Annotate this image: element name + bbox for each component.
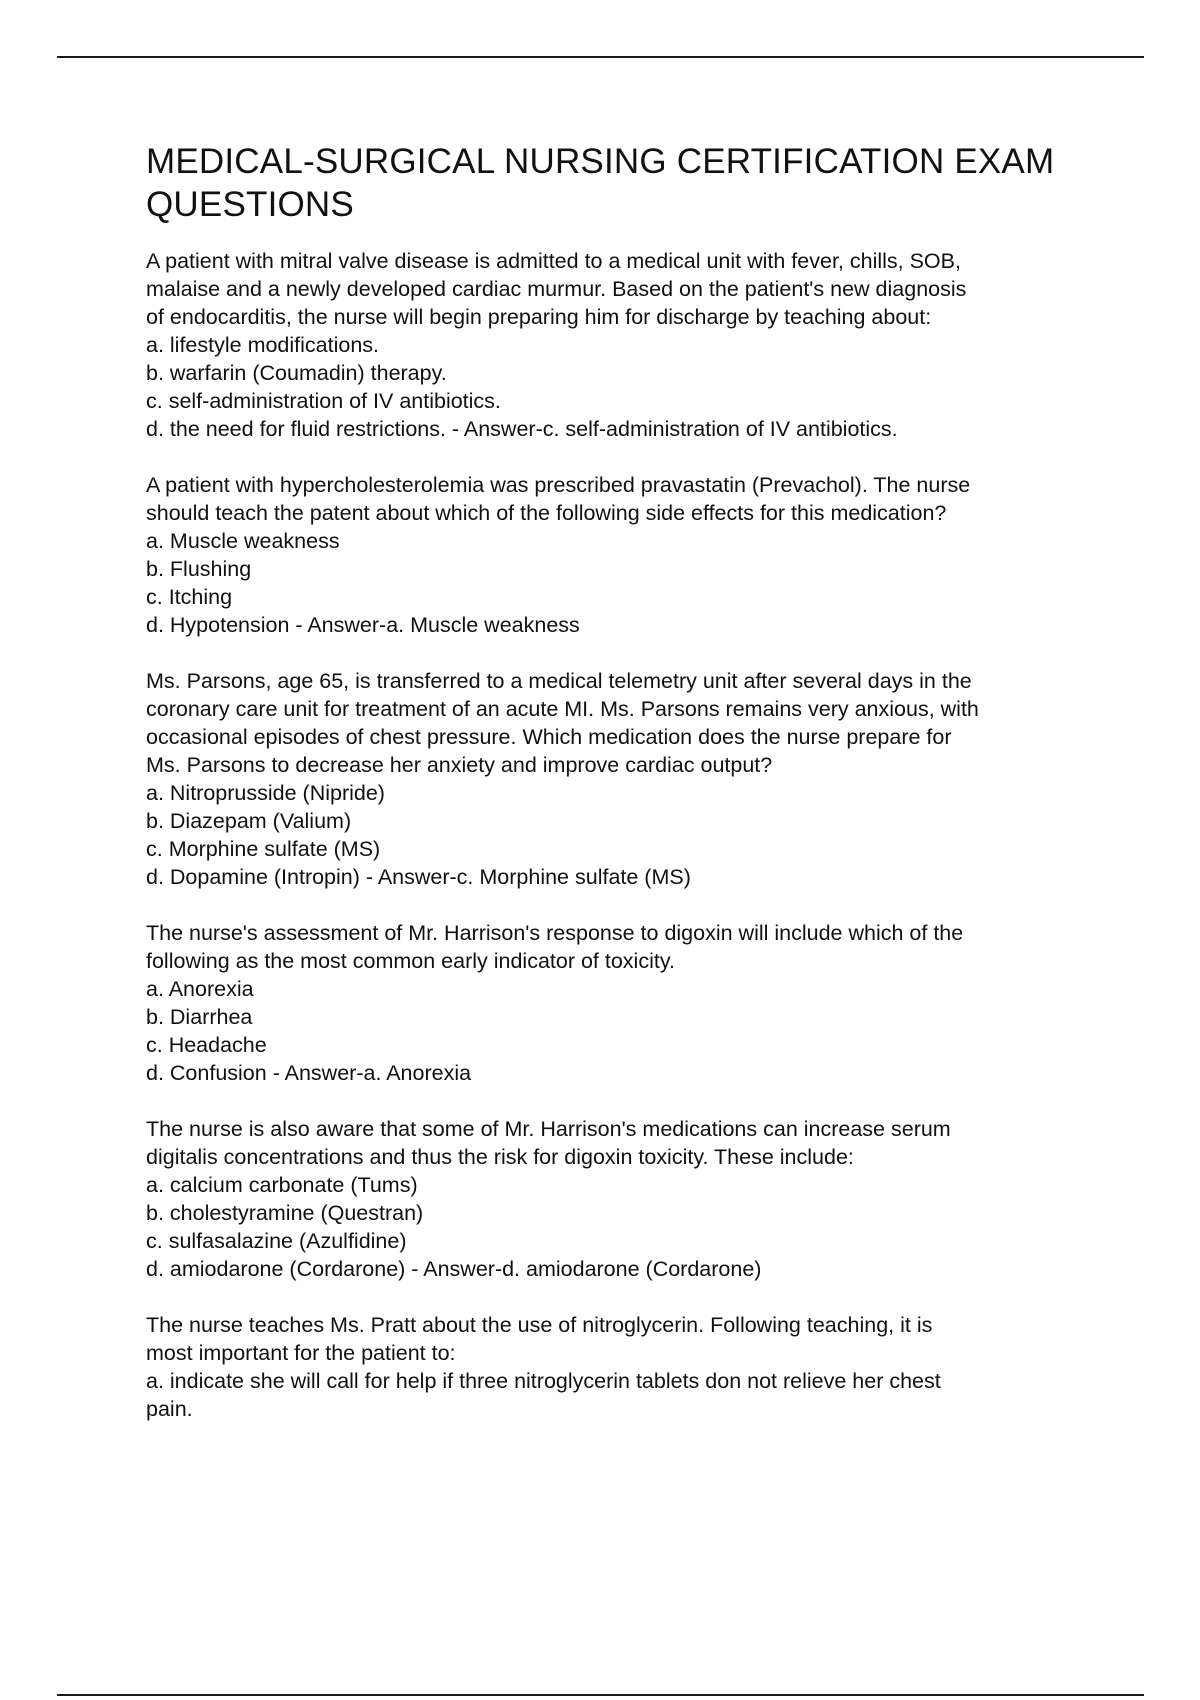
question-stem-line: The nurse teaches Ms. Pratt about the use of nitroglycerin. Following teaching, it is [146,1313,933,1337]
question-1 [146,247,1086,443]
question-stem-line: should teach the patent about which of the following side effects for this medication? [146,501,947,525]
question-stem-line: Ms. Parsons to decrease her anxiety and improve cardiac output? [146,753,773,777]
answer-option: b. cholestyramine (Questran) [146,1201,424,1225]
question-2 [146,471,1086,639]
answer-option: c. Itching [146,585,233,609]
answer-option: c. sulfasalazine (Azulfidine) [146,1229,407,1253]
answer-option: c. Headache [146,1033,267,1057]
question-5 [146,1115,1086,1283]
question-stem-line: Ms. Parsons, age 65, is transferred to a medical telemetry unit after several days in the [146,669,972,693]
answer-option: a. Muscle weakness [146,529,340,553]
answer-option: a. calcium carbonate (Tums) [146,1173,418,1197]
answer-option: b. warfarin (Coumadin) therapy. [146,361,447,385]
page-title [146,140,1086,226]
title-line-2: QUESTIONS [146,185,354,224]
top-rule [57,56,1144,58]
answer-option: c. self-administration of IV antibiotics. [146,389,501,413]
question-4 [146,919,1086,1087]
question-stem-line: most important for the patient to: [146,1341,456,1365]
answer-option: c. Morphine sulfate (MS) [146,837,381,861]
document-body [146,140,1086,1451]
question-3 [146,667,1086,891]
answer-option: d. Confusion - Answer-a. Anorexia [146,1061,472,1085]
question-stem-line: occasional episodes of chest pressure. Which medication does the nurse prepare for [146,725,952,749]
answer-option: pain. [146,1397,193,1421]
answer-option: a. lifestyle modifications. [146,333,380,357]
answer-option: b. Diazepam (Valium) [146,809,352,833]
bottom-rule [57,1694,1144,1696]
answer-option: a. indicate she will call for help if three nitroglycerin tablets don not relieve her chest [146,1369,941,1393]
answer-option: b. Diarrhea [146,1005,253,1029]
question-stem-line: malaise and a newly developed cardiac murmur. Based on the patient's new diagnosis [146,277,967,301]
question-stem-line: coronary care unit for treatment of an acute MI. Ms. Parsons remains very anxious, with [146,697,979,721]
question-stem-line: The nurse's assessment of Mr. Harrison's response to digoxin will include which of the [146,921,964,945]
question-6 [146,1311,1086,1423]
answer-option: d. amiodarone (Cordarone) - Answer-d. amiodarone (Cordarone) [146,1257,762,1281]
answer-option: d. Dopamine (Intropin) - Answer-c. Morphine sulfate (MS) [146,865,691,889]
answer-option: b. Flushing [146,557,252,581]
question-stem-line: following as the most common early indicator of toxicity. [146,949,675,973]
title-line-1: MEDICAL-SURGICAL NURSING CERTIFICATION EXAM [146,142,1055,181]
question-stem-line: A patient with mitral valve disease is admitted to a medical unit with fever, chills, SOB, [146,249,961,273]
answer-option: a. Anorexia [146,977,254,1001]
question-stem-line: The nurse is also aware that some of Mr. Harrison's medications can increase serum [146,1117,951,1141]
question-stem-line: digitalis concentrations and thus the risk for digoxin toxicity. These include: [146,1145,854,1169]
answer-option: d. Hypotension - Answer-a. Muscle weakness [146,613,580,637]
question-stem-line: of endocarditis, the nurse will begin preparing him for discharge by teaching about: [146,305,932,329]
answer-option: d. the need for fluid restrictions. - Answer-c. self-administration of IV antibiotics. [146,417,898,441]
question-stem-line: A patient with hypercholesterolemia was prescribed pravastatin (Prevachol). The nurse [146,473,971,497]
answer-option: a. Nitroprusside (Nipride) [146,781,385,805]
